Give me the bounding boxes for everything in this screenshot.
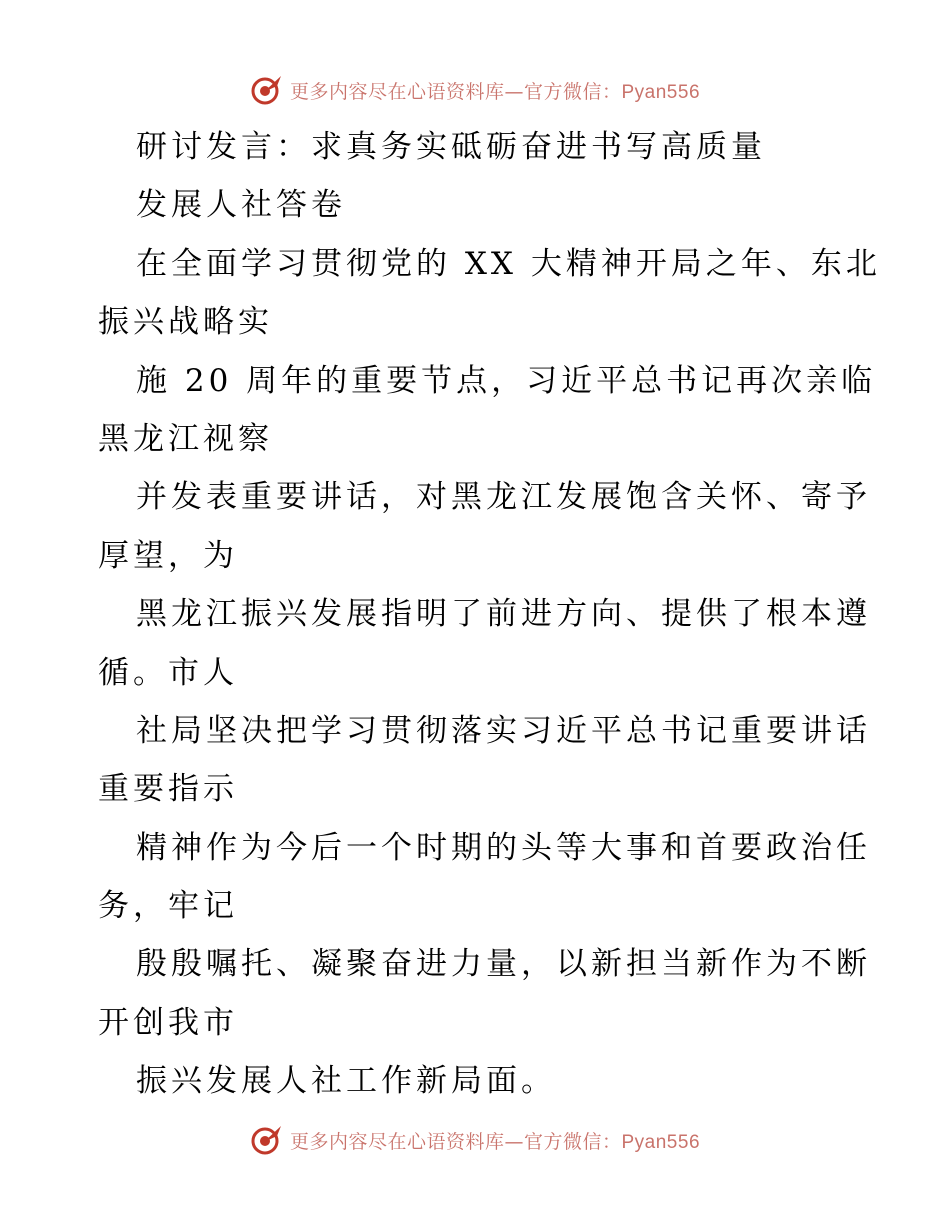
quill-logo-icon xyxy=(250,1123,284,1157)
text-line: 施 20 周年的重要节点，习近平总书记再次亲临 xyxy=(136,362,877,399)
text-line: 并发表重要讲话，对黑龙江发展饱含关怀、寄予 xyxy=(136,479,871,516)
text-line: 厚望，为 xyxy=(98,537,238,574)
footer-watermark xyxy=(0,1120,950,1160)
document-body xyxy=(98,118,881,1111)
text-line: 循。市人 xyxy=(98,654,238,691)
text-line: 务，牢记 xyxy=(98,888,238,925)
text-line: 殷殷嘱托、凝聚奋进力量，以新担当新作为不断 xyxy=(136,946,871,983)
header-watermark xyxy=(0,70,950,110)
text-line: 振兴战略实 xyxy=(98,304,273,341)
text-line: 重要指示 xyxy=(98,771,238,808)
text-line: 黑龙江视察 xyxy=(98,420,273,457)
quill-logo-icon xyxy=(250,73,284,107)
text-line: 研讨发言：求真务实砥砺奋进书写高质量 xyxy=(136,129,766,165)
text-line: 开创我市 xyxy=(98,1004,238,1041)
text-line: 精神作为今后一个时期的头等大事和首要政治任 xyxy=(136,829,871,866)
watermark-text: 更多内容尽在心语资料库—官方微信：Pyan556 xyxy=(289,1130,701,1153)
text-line: 发展人社答卷 xyxy=(136,187,346,224)
text-line: 社局坚决把学习贯彻落实习近平总书记重要讲话 xyxy=(136,712,871,749)
text-line: 振兴发展人社工作新局面。 xyxy=(136,1063,556,1100)
watermark-text: 更多内容尽在心语资料库—官方微信：Pyan556 xyxy=(289,80,701,103)
text-line: 黑龙江振兴发展指明了前进方向、提供了根本遵 xyxy=(136,596,871,633)
text-line: 在全面学习贯彻党的 XX 大精神开局之年、东北 xyxy=(136,245,881,282)
